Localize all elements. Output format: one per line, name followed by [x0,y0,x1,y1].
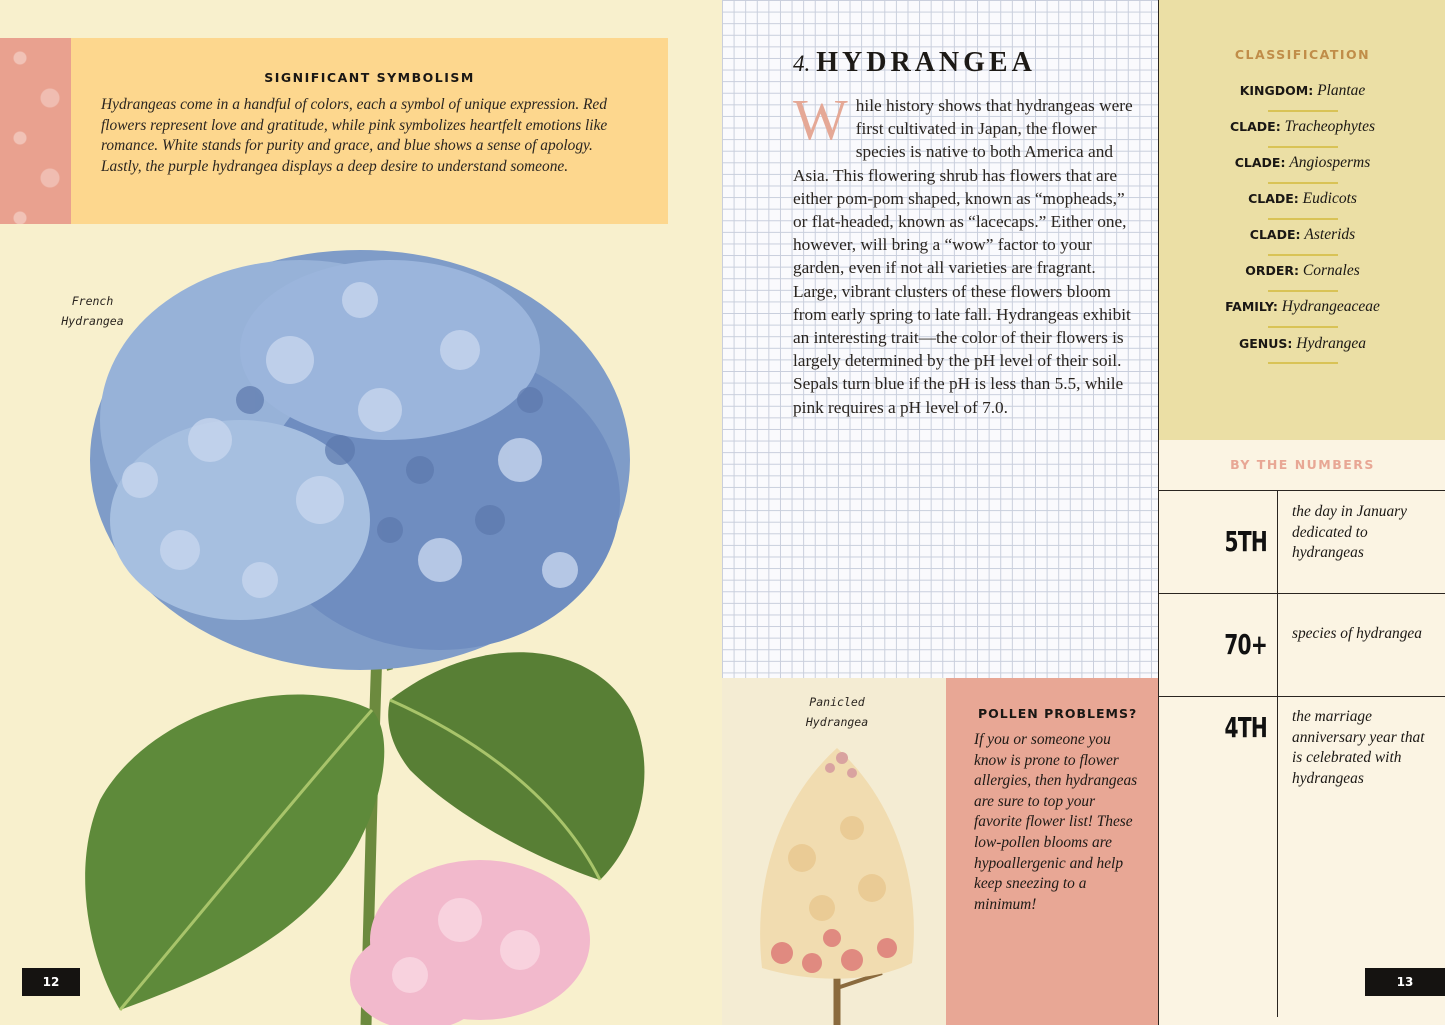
classification-title: CLASSIFICATION [1234,47,1371,62]
numbers-table [1159,490,1445,1017]
classification-value: Hydrangea [1296,335,1367,352]
numbers-row [1159,491,1445,594]
classification-row [1159,118,1445,136]
divider [1277,697,1278,1017]
left-page [0,0,722,1025]
numbers-figure: 4TH [1224,711,1267,744]
classification-label: CLADE: [1234,155,1286,170]
classification-row [1159,335,1445,353]
classification-row [1159,154,1445,172]
classification-label: CLADE: [1249,227,1301,242]
page-number-left: 12 [22,968,80,996]
numbers-figure: 70+ [1224,628,1267,661]
article-title: HYDRANGEA [816,47,1036,78]
numbers-description: the day in January dedicated to hydrangeas [1292,503,1407,562]
article-heading [793,47,1036,79]
by-the-numbers-title: BY THE NUMBERS [1230,457,1375,472]
caption-line: Hydrangea [805,715,869,729]
divider [1268,326,1338,328]
article-body-text: hile history shows that hydrangeas were first cultivated in Japan, the flower species is native to both America and Asia. This flowering shrub has flowers that are either pom-pom shaped, known as “mopheads,” or flat-headed, known as “lacecaps.” Either one, however, will bring a “wow” factor to your garden, even if not all varieties are fragrant. Large, vibrant clusters of these flowers bloom from early spring to late fall. Hydrangeas exhibit an interesting trait—the color of their flowers is largely determined by the pH level of their soil. Sepals turn blue if the pH is less than 5.5, while pink requires a pH level of 7.0. [793,96,1133,417]
divider [1268,218,1338,220]
classification-label: ORDER: [1245,263,1300,278]
numbers-description: the marriage anniversary year that is celebrated with hydrangeas [1292,708,1425,787]
classification-row [1159,226,1445,244]
classification-value: Plantae [1317,82,1366,99]
french-hydrangea-illustration [60,240,660,1025]
classification-value: Asterids [1304,226,1356,243]
divider [1277,491,1278,593]
decorative-pattern [0,38,71,224]
sidebar-column [1158,0,1445,1025]
divider [1268,110,1338,112]
classification-label: FAMILY: [1225,299,1278,314]
caption-line: French [71,294,114,308]
divider [1268,182,1338,184]
divider [1268,254,1338,256]
divider [1268,290,1338,292]
classification-value: Eudicots [1302,190,1357,207]
panicled-hydrangea-illustration [742,738,932,1025]
symbolism-box [71,38,668,224]
article-number: 4. [793,51,811,76]
classification-label: CLADE: [1248,191,1299,206]
classification-row [1159,190,1445,208]
symbolism-title: SIGNIFICANT SYMBOLISM [264,70,475,85]
panicled-hydrangea-caption [782,692,892,732]
classification-value: Hydrangeaceae [1281,298,1380,315]
pollen-box [946,678,1158,1025]
pollen-title: POLLEN PROBLEMS? [978,706,1138,721]
divider [1268,362,1338,364]
pollen-text: If you or someone you know is prone to flower allergies, then hydrangeas are sure to top your favorite flower list! These low-pollen blooms are hypoallergenic and help keep sneezing to a minimum! [974,731,1138,913]
classification-value: Angiosperms [1289,154,1371,171]
article-body [793,87,1139,419]
classification-label: GENUS: [1238,336,1293,351]
drop-cap: W [793,87,848,152]
classification-value: Tracheophytes [1284,118,1375,135]
classification-box [1159,0,1445,440]
caption-line: Panicled [809,695,865,709]
numbers-row [1159,594,1445,697]
divider [1277,594,1278,696]
divider [1268,146,1338,148]
page-number-right: 13 [1365,968,1445,996]
classification-row [1159,82,1445,100]
classification-value: Cornales [1302,262,1360,279]
classification-label: KINGDOM: [1239,83,1314,98]
numbers-description: species of hydrangea [1292,625,1422,642]
classification-row [1159,262,1445,280]
caption-line: Hydrangea [61,314,124,328]
symbolism-text: Hydrangeas come in a handful of colors, each a symbol of unique expression. Red flowers represent love and gratitude, while pink symbolizes heartfelt emotions like romance. White stands for purity and grace, and blue shows a sense of apology. Lastly, the purple hydrangea displays a deep desire to understand someone. [101,96,608,175]
classification-label: CLADE: [1229,119,1281,134]
numbers-figure: 5TH [1224,525,1267,558]
panicled-panel [722,678,946,1025]
classification-row [1159,298,1445,316]
